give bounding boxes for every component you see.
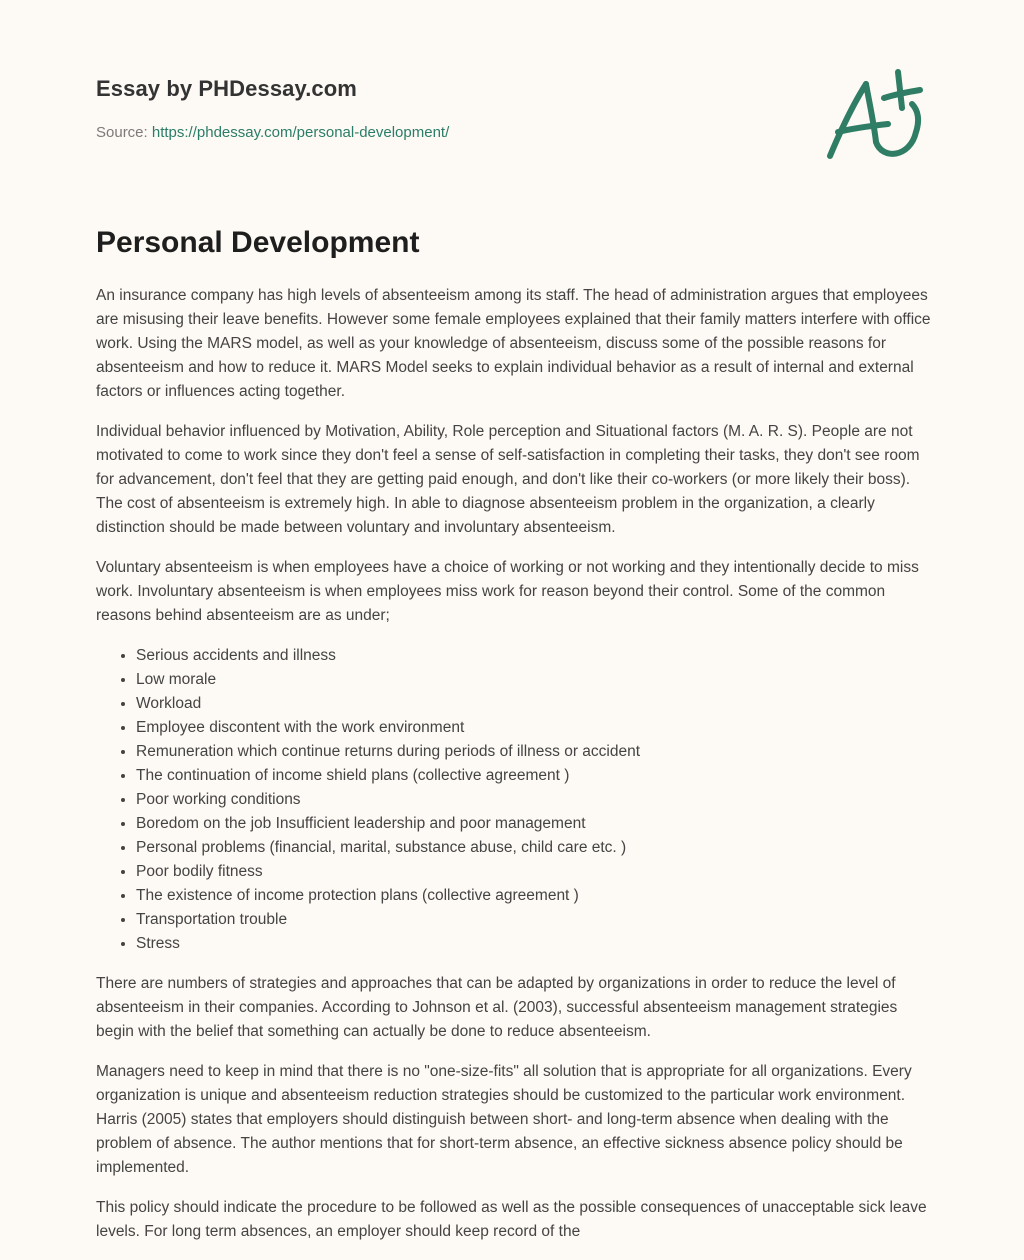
source-link[interactable]: https://phdessay.com/personal-development/ (151, 124, 450, 141)
reasons-list (96, 644, 936, 956)
paragraph: An insurance company has high levels of absenteeism among its staff. The head of administration argues that employees are misusing their leave benefits. However some female employees explained that their family matters interfere with office work. Using the MARS model, as well as your knowledge of absenteeism, discuss some of the possible reasons for absenteeism and how to reduce it. MARS Model seeks to explain individual behavior as a result of internal and external factors or influences acting together. (96, 287, 931, 400)
paragraph: Managers need to keep in mind that there is no "one-size-fits" all solution that is appropriate for all organizations. Every organization is unique and absenteeism reduction strategies should be customized to the particular work environment. Harris (2005) states that employers should distinguish between short- and long-term absence when dealing with the problem of absence. The author mentions that for short-term absence, an effective sickness absence policy should be implemented. (96, 1063, 912, 1176)
paragraph: This policy should indicate the procedure to be followed as well as the possible consequences of unacceptable sick leave levels. For long term absences, an employer should keep record of the (96, 1199, 927, 1240)
article-title: Personal Development (96, 226, 420, 259)
list-item: • Transportation trouble (136, 908, 936, 932)
list-item: • Boredom on the job Insufficient leadership and poor management (136, 812, 936, 836)
source-line (96, 124, 449, 141)
list-item: • Poor working conditions (136, 788, 936, 812)
brand-title: Essay by PHDessay.com (96, 76, 357, 101)
article-body (96, 284, 936, 1260)
list-item: • The existence of income protection plans (collective agreement ) (136, 884, 936, 908)
paragraph: Voluntary absenteeism is when employees have a choice of working or not working and they intentionally decide to miss work. Involuntary absenteeism is when employees miss work for reason beyond their control. Some of the common reasons behind absenteeism are as under; (96, 559, 919, 624)
paragraph: Individual behavior influenced by Motivation, Ability, Role perception and Situational factors (M. A. R. S). People are not motivated to come to work since they don't feel a sense of self-satisfaction in completing their tasks, they don't see room for advancement, don't feel that they are getting paid enough, and don't like their co-workers (or more likely their boss). The cost of absenteeism is extremely high. In able to diagnose absenteeism problem in the organization, a clearly distinction should be made between voluntary and involuntary absenteeism. (96, 423, 920, 536)
list-item: • Poor bodily fitness (136, 860, 936, 884)
list-item: • Low morale (136, 668, 936, 692)
a-plus-grade-icon (818, 62, 938, 172)
paragraph: There are numbers of strategies and approaches that can be adapted by organizations in order to reduce the level of absenteeism in their companies. According to Johnson et al. (2003), successful absenteeism management strategies begin with the belief that something can actually be done to reduce absenteeism. (96, 975, 898, 1040)
list-item: • The continuation of income shield plans (collective agreement ) (136, 764, 936, 788)
list-item: • Personal problems (financial, marital, substance abuse, child care etc. ) (136, 836, 936, 860)
list-item: • Workload (136, 692, 936, 716)
list-item: • Serious accidents and illness (136, 644, 936, 668)
list-item: • Stress (136, 932, 936, 956)
source-label: Source: (96, 124, 148, 141)
list-item: • Employee discontent with the work environment (136, 716, 936, 740)
list-item: • Remuneration which continue returns during periods of illness or accident (136, 740, 936, 764)
